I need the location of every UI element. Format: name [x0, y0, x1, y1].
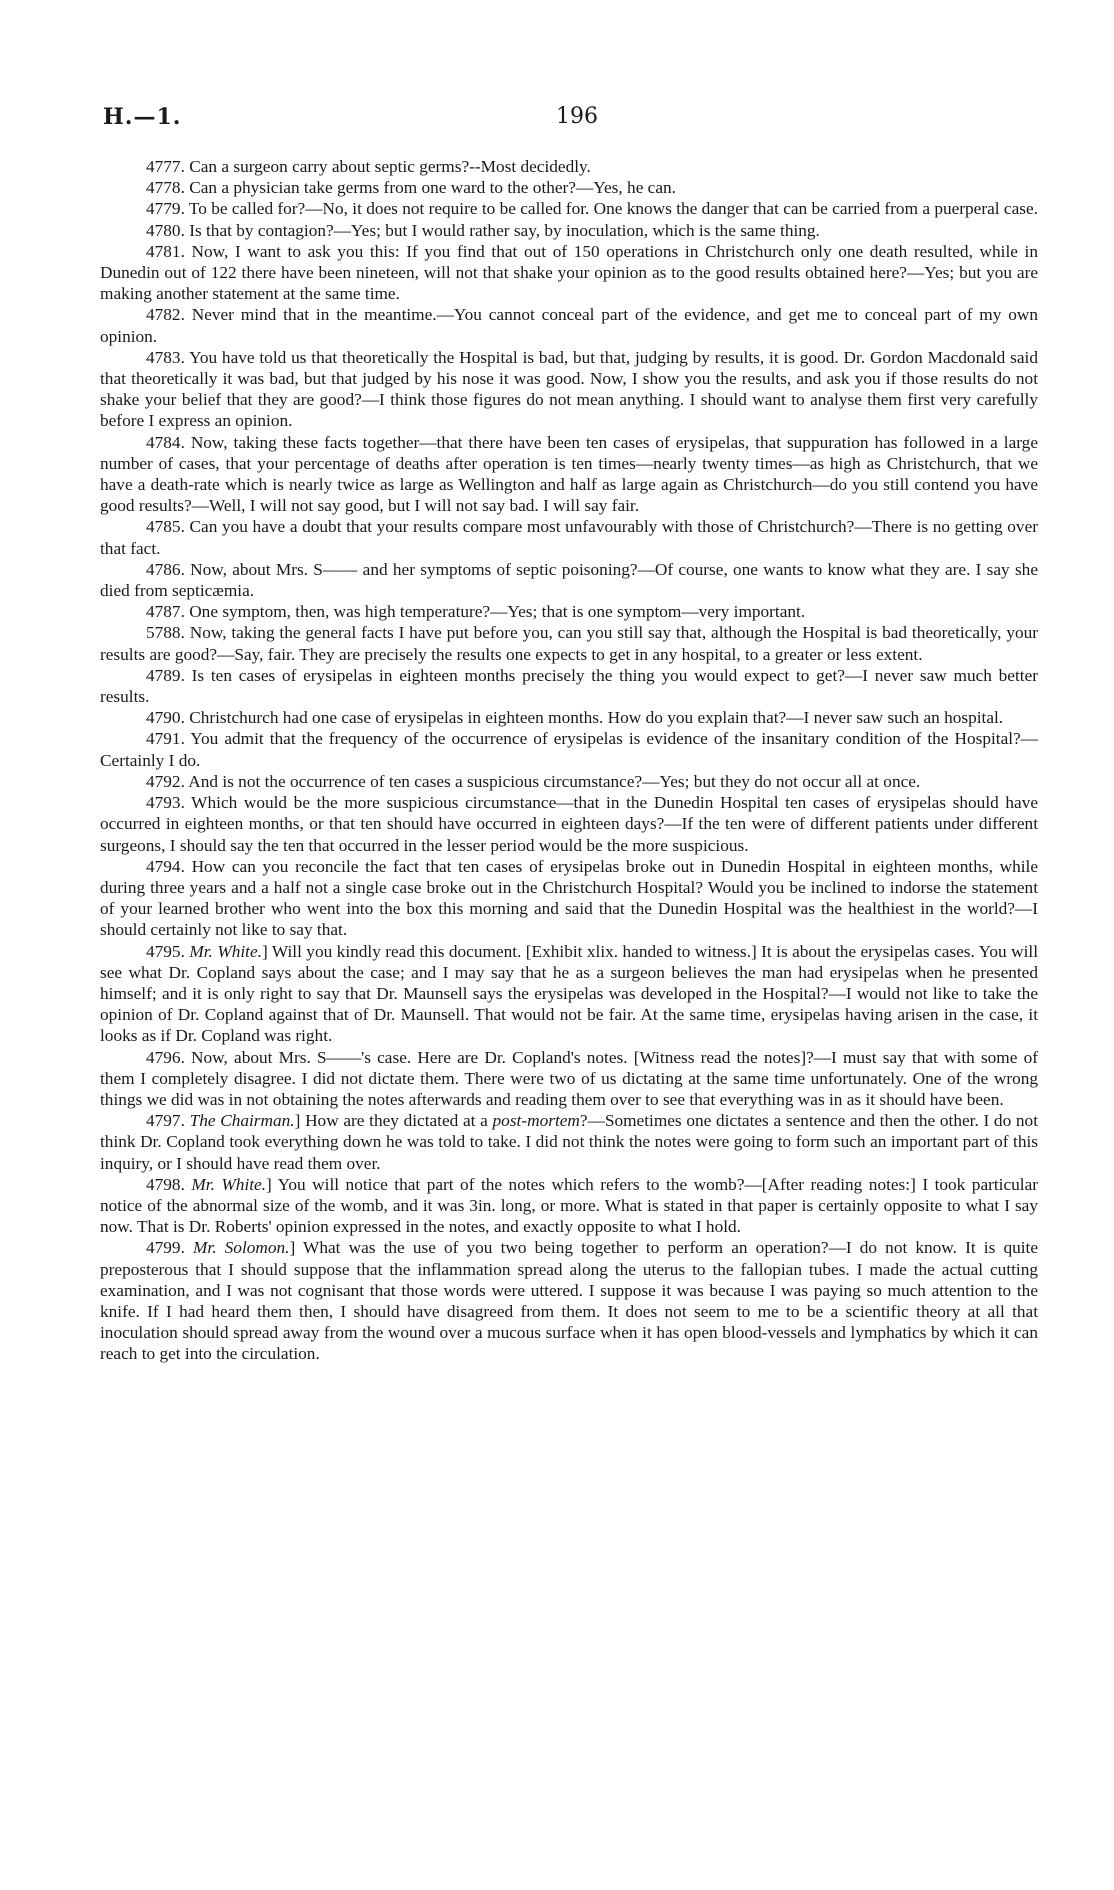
- document-page: [100, 100, 1038, 1365]
- question-paragraph-4799: 4799. Mr. Solomon.] What was the use of you two being together to perform an operation?—I do not know. It is quite preposterous that I should suppose that the inflammation spread along the uterus to the fallopian tubes. I made the actual cutting examination, and I was not cognisant that those words were uttered. I suppose it was because I was paying so much attention to the knife. If I had heard them then, I should have disagreed from them. It does not seem to me to be a scientific theory at all that inoculation should spread away from the wound over a mucous surface when it has open blood-vessels and lymphatics by which it can reach to get into the circulation.: [100, 1238, 1038, 1364]
- question-paragraph-4795: 4795. Mr. White.] Will you kindly read this document. [Exhibit xlix. handed to witness.] It is about the erysipelas cases. You will see what Dr. Copland says about the case; and I may say that he as a surgeon believes the man had erysipelas when he presented himself; and it is only right to say that Dr. Maunsell says the erysipelas was developed in the Hospital?—I would not like to take the opinion of Dr. Copland against that of Dr. Maunsell. That would not be fair. At the same time, erysipelas having arisen in the case, it looks as if Dr. Copland was right.: [100, 941, 1039, 1046]
- question-paragraph-4792: 4792. And is not the occurrence of ten cases a suspicious circumstance?—Yes; but they do not occur all at once.: [146, 771, 921, 791]
- question-paragraph-4797: 4797. The Chairman.] How are they dictated at a post-mortem?—Sometimes one dictates a sentence and then the other. I do not think Dr. Copland took everything down he was told to take. I did not think the notes were going to form such an important part of this inquiry, or I should have read them over.: [100, 1111, 1038, 1173]
- page-header: [100, 100, 1038, 136]
- question-paragraph-5788: 5788. Now, taking the general facts I have put before you, can you still say that, although the Hospital is bad theoretically, your results are good?—Say, fair. They are precisely the results one expects to get in any hospital, to a greater or less extent.: [100, 623, 1038, 664]
- question-paragraph-4780: 4780. Is that by contagion?—Yes; but I would rather say, by inoculation, which is the same thing.: [146, 220, 820, 240]
- question-paragraph-4777: 4777. Can a surgeon carry about septic germs?--Most decidedly.: [146, 157, 591, 176]
- question-paragraph-4793: 4793. Which would be the more suspicious circumstance—that in the Dunedin Hospital ten cases of erysipelas should have occurred in eighteen months, or that ten should have occurred in eighteen days?—If the ten were of different patients under different surgeons, I should say the ten that occurred in the lesser period would be the more suspicious.: [100, 793, 1038, 855]
- question-paragraph-4786: 4786. Now, about Mrs. S—— and her symptoms of septic poisoning?—Of course, one wants to know what they are. I say she died from septicæmia.: [100, 559, 1038, 601]
- question-paragraph-4790: 4790. Christchurch had one case of erysipelas in eighteen months. How do you explain that?—I never saw such an hospital.: [146, 708, 1004, 728]
- question-paragraph-4785: 4785. Can you have a doubt that your results compare most unfavourably with those of Christchurch?—There is no getting over that fact.: [100, 517, 1038, 558]
- question-paragraph-4782: 4782. Never mind that in the meantime.—You cannot conceal part of the evidence, and get me to conceal part of my own opinion.: [100, 305, 1038, 346]
- question-paragraph-4798: 4798. Mr. White.] You will notice that part of the notes which refers to the womb?—[After reading notes:] I took particular notice of the abnormal size of the womb, and it was 3in. long, or more. What is stated in that paper is certainly opposite to what I say now. That is Dr. Roberts' opinion expressed in the notes, and exactly opposite to what I hold.: [100, 1174, 1039, 1237]
- question-paragraph-4778: 4778. Can a physician take germs from one ward to the other?—Yes, he can.: [146, 178, 676, 198]
- question-paragraph-4784: 4784. Now, taking these facts together—that there have been ten cases of erysipelas, that suppuration has followed in a large number of cases, that your percentage of deaths after operation is ten times—nearly twenty times—as high as Christchurch, that we have a death-rate which is nearly twice as large as Wellington and half as large again as Christchurch—do you still contend you have good results?—Well, I will not say good, but I will not say bad. I will say fair.: [100, 432, 1038, 516]
- question-paragraph-4791: 4791. You admit that the frequency of the occurrence of erysipelas is evidence of the insanitary condition of the Hospital?—Certainly I do.: [100, 729, 1038, 770]
- document-reference: H.—1.: [103, 104, 182, 130]
- question-paragraph-4781: 4781. Now, I want to ask you this: If you find that out of 150 operations in Christchurch only one death resulted, while in Dunedin out of 122 there have been nineteen, will not that shake your opinion as to the good results obtained here?—Yes; but you are making another statement at the same time.: [100, 241, 1038, 304]
- page-number: 196: [556, 104, 598, 129]
- question-paragraph-4794: 4794. How can you reconcile the fact that ten cases of erysipelas broke out in Dunedin Hospital in eighteen months, while during three years and a half not a single case broke out in the Christchurch Hospital? Would you be inclined to indorse the statement of your learned brother who went into the box this morning and said that the Dunedin Hospital was the healthiest in the world?—I should certainly not like to say that.: [100, 856, 1038, 940]
- question-paragraph-4779: 4779. To be called for?—No, it does not require to be called for. One knows the danger that can be carried from a puerperal case.: [146, 199, 1038, 219]
- testimony-body: [100, 156, 1038, 1365]
- question-paragraph-4787: 4787. One symptom, then, was high temperature?—Yes; that is one symptom—very important.: [146, 602, 806, 622]
- question-paragraph-4783: 4783. You have told us that theoretically the Hospital is bad, but that, judging by results, it is good. Dr. Gordon Macdonald said that theoretically it was bad, but that judged by his nose it was good. Now, I show you the results, and ask you if those results do not shake your belief that they are good?—I think those figures do not mean anything. I should want to analyse them first very carefully before I express an opinion.: [100, 347, 1038, 431]
- question-paragraph-4796: 4796. Now, about Mrs. S——'s case. Here are Dr. Copland's notes. [Witness read the notes]?—I must say that with some of them I completely disagree. I did not dictate them. There were two of us dictating at the same time unfortunately. One of the wrong things we did was in not obtaining the notes afterwards and reading them over to see that everything was in as it should have been.: [100, 1047, 1038, 1109]
- question-paragraph-4789: 4789. Is ten cases of erysipelas in eighteen months precisely the thing you would expect to get?—I never saw much better results.: [100, 665, 1038, 707]
